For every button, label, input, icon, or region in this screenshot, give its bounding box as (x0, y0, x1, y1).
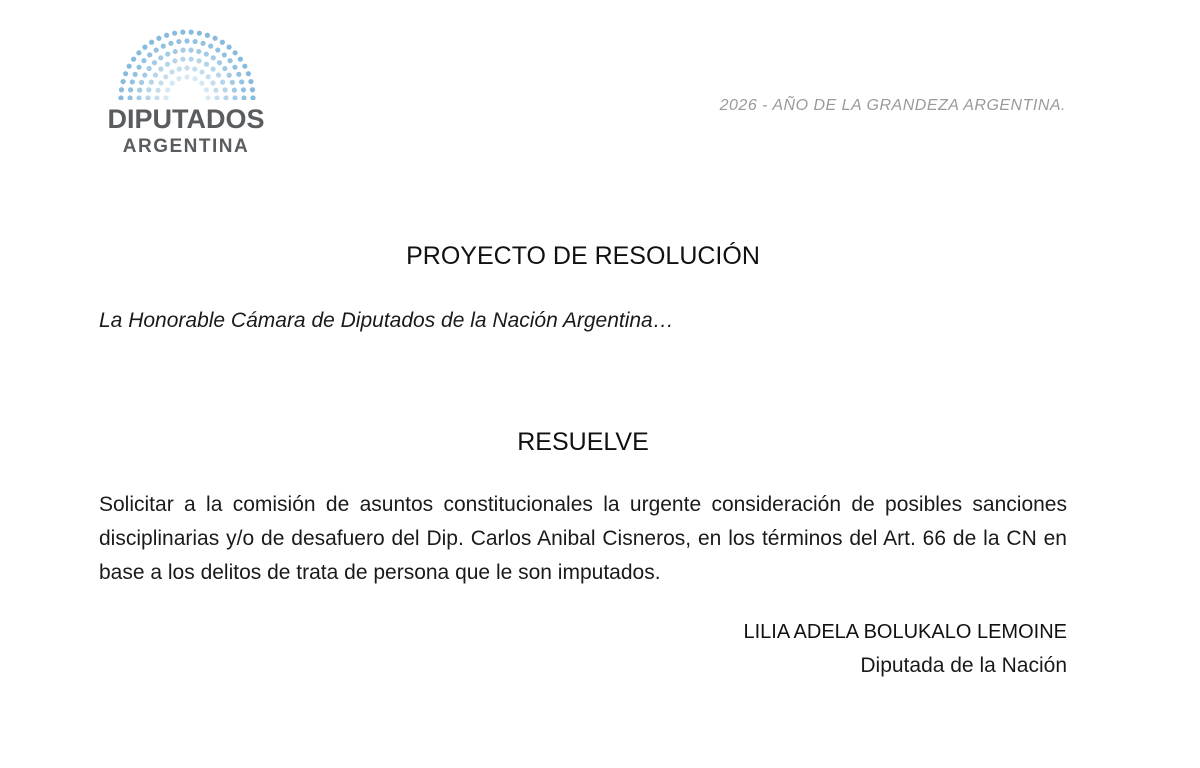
hemicycle-seat-dot (188, 48, 193, 53)
hemicycle-seat-dot (123, 71, 128, 76)
hemicycle-seat-dot (163, 74, 168, 79)
hemicycle-seat-dot (227, 58, 232, 63)
hemicycle-seat-dot (223, 95, 228, 100)
hemicycle-seat-dot (216, 72, 221, 77)
hemicycle-seat-dot (204, 87, 209, 92)
hemicycle-seat-dot (152, 60, 157, 65)
hemicycle-seat-dot (215, 47, 220, 52)
hemicycle-seat-dot (149, 80, 154, 85)
hemicycle-seat-dot (220, 40, 225, 45)
hemicycle-seat-dot (208, 44, 213, 49)
hemicycle-seat-dot (176, 39, 181, 44)
hemicycle-seat-dot (205, 33, 210, 38)
hemicycle-seat-dot (173, 49, 178, 54)
hemicycle-seat-dot (200, 41, 205, 46)
hemicycle-seat-dot (154, 95, 159, 100)
hemicycle-seat-dot (163, 95, 168, 100)
hemicycle-seat-dot (131, 57, 136, 62)
header-motto: 2026 - AÑO DE LA GRANDEZA ARGENTINA. (719, 97, 1066, 114)
hemicycle-seat-dot (217, 60, 222, 65)
hemicycle-seat-dot (230, 80, 235, 85)
hemicycle-seat-dot (232, 88, 237, 93)
hemicycle-seat-dot (158, 55, 163, 60)
hemicycle-seat-dot (226, 45, 231, 50)
signer-role: Diputada de la Nación (860, 654, 1067, 677)
hemicycle-seat-dot (205, 95, 210, 100)
hemicycle-seat-dot (180, 57, 185, 62)
hemicycle-seat-dot (118, 95, 123, 100)
hemicycle-seat-dot (147, 66, 152, 71)
hemicycle-seat-dot (146, 87, 151, 92)
hemicycle-seat-dot (137, 88, 142, 93)
hemicycle-seat-dot (136, 95, 141, 100)
hemicycle-seat-dot (206, 74, 211, 79)
hemicycle-seat-dot (246, 71, 251, 76)
hemicycle-seat-dot (213, 36, 218, 41)
hemicycle-seat-dot (184, 65, 189, 70)
diputados-logo (100, 28, 275, 158)
hemicycle-seat-dot (188, 57, 193, 62)
hemicycle-seat-dot (211, 55, 216, 60)
hemicycle-seat-dot (127, 64, 132, 69)
hemicycle-seat-dot (232, 95, 237, 100)
intro-line: La Honorable Cámara de Diputados de la Nación Argentina… (99, 309, 674, 332)
hemicycle-seat-dot (161, 44, 166, 49)
hemicycle-seat-dot (197, 31, 202, 36)
hemicycle-seat-dot (220, 80, 225, 85)
hemicycle-seat-dot (172, 31, 177, 36)
hemicycle-seat-dot (164, 33, 169, 38)
hemicycle-seat-dot (149, 40, 154, 45)
hemicycle-seat-dot (222, 66, 227, 71)
hemicycle-seat-dot (153, 72, 158, 77)
hemicycle-seat-dot (142, 45, 147, 50)
hemicycle-seat-dot (180, 30, 185, 35)
hemicycle-seat-dot (165, 51, 170, 56)
hemicycle-seat-dot (241, 95, 246, 100)
logo-word-argentina: ARGENTINA (122, 136, 250, 157)
hemicycle-icon (112, 28, 262, 100)
hemicycle-seat-dot (204, 51, 209, 56)
hemicycle-seat-dot (165, 87, 170, 92)
hemicycle-seat-dot (238, 57, 243, 62)
hemicycle-seat-dot (142, 73, 147, 78)
hemicycle-seat-dot (250, 95, 255, 100)
hemicycle-seat-dot (145, 95, 150, 100)
hemicycle-seat-dot (119, 87, 124, 92)
hemicycle-seat-dot (192, 76, 197, 81)
hemicycle-seat-dot (139, 80, 144, 85)
hemicycle-seat-dot (222, 52, 227, 57)
resolution-body: Solicitar a la comisión de asuntos constitucionales la urgente consideración de posibles sanciones disciplinarias y/o de desafuero del Dip. Carlos Anibal Cisneros, en los términos del Art. 66 de la CN en base a los delitos de trata de persona que le son imputados. (99, 493, 1067, 584)
resuelve-heading: RESUELVE (517, 428, 649, 456)
hemicycle-seat-dot (133, 72, 138, 77)
hemicycle-seat-dot (204, 62, 209, 67)
hemicycle-seat-dot (172, 58, 177, 63)
document-title: PROYECTO DE RESOLUCIÓN (406, 242, 760, 270)
hemicycle-seat-dot (189, 30, 194, 35)
hemicycle-seat-dot (155, 88, 160, 93)
hemicycle-seat-dot (210, 80, 215, 85)
hemicycle-seat-dot (211, 66, 216, 71)
hemicycle-seat-dot (156, 36, 161, 41)
hemicycle-seat-dot (147, 52, 152, 57)
hemicycle-seat-dot (199, 69, 204, 74)
hemicycle-seat-dot (158, 66, 163, 71)
hemicycle-seat-dot (158, 80, 163, 85)
hemicycle-seat-dot (227, 73, 232, 78)
hemicycle-seat-dot (141, 58, 146, 63)
hemicycle-seat-dot (136, 65, 141, 70)
hemicycle-seat-dot (248, 79, 253, 84)
hemicycle-seat-dot (154, 47, 159, 52)
hemicycle-seat-dot (250, 87, 255, 92)
hemicycle-seat-dot (168, 41, 173, 46)
hemicycle-seat-dot (213, 88, 218, 93)
hemicycle-seat-dot (170, 81, 175, 86)
hemicycle-seat-dot (130, 79, 135, 84)
hemicycle-seat-dot (241, 87, 246, 92)
hemicycle-seat-dot (223, 87, 228, 92)
hemicycle-seat-dot (236, 72, 241, 77)
hemicycle-seat-dot (184, 74, 189, 79)
signer-name: LILIA ADELA BOLUKALO LEMOINE (743, 621, 1067, 643)
hemicycle-seat-dot (176, 76, 181, 81)
hemicycle-seat-dot (127, 95, 132, 100)
hemicycle-seat-dot (180, 48, 185, 53)
hemicycle-seat-dot (128, 87, 133, 92)
hemicycle-seat-dot (233, 50, 238, 55)
hemicycle-seat-dot (232, 65, 237, 70)
hemicycle-seat-dot (199, 81, 204, 86)
logo-word-diputados: DIPUTADOS (107, 104, 265, 134)
hemicycle-seat-dot (214, 95, 219, 100)
hemicycle-seat-dot (193, 39, 198, 44)
hemicycle-seat-dot (169, 69, 174, 74)
hemicycle-seat-dot (242, 64, 247, 69)
hemicycle-seat-dot (196, 49, 201, 54)
hemicycle-seat-dot (136, 50, 141, 55)
hemicycle-seat-dot (177, 66, 182, 71)
hemicycle-seat-dot (239, 79, 244, 84)
hemicycle-seat-dot (196, 58, 201, 63)
hemicycle-seat-dot (165, 62, 170, 67)
hemicycle-seat-dot (184, 38, 189, 43)
hemicycle-seat-dot (120, 79, 125, 84)
hemicycle-seat-dot (192, 66, 197, 71)
